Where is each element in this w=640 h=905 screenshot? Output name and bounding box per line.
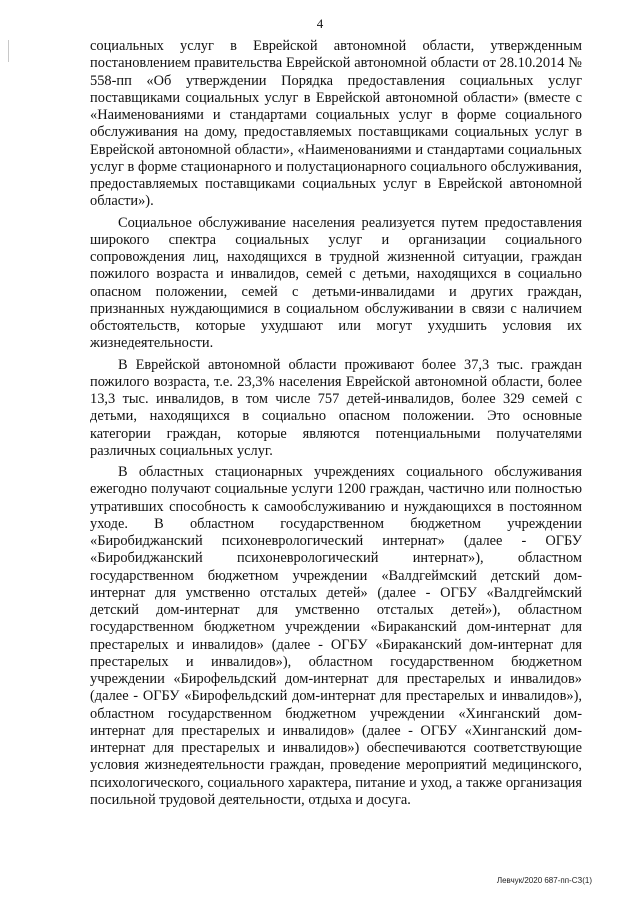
document-body: [90, 38, 582, 813]
paragraph-continuation: социальных услуг в Еврейской автономной области, утвержденным постановлением правительства Еврейской автономной области от 28.10.2014 № 558-пп «Об утверждении Порядка предоставления социальных услуг поставщиками социальных услуг в Еврейской автономной области» (вместе с «Наименованиями и стандартами социальных услуг в форме социального обслуживания на дому, предоставляемых поставщиками социальных услуг в Еврейской автономной области», «Наименованиями и стандартами социальных услуг в форме стационарного и полустационарного социального обслуживания, предоставляемых поставщиками социальных услуг в Еврейской автономной области»).: [90, 38, 582, 210]
paragraph-population-stats: В Еврейской автономной области проживают более 37,3 тыс. граждан пожилого возраста, т.е. 23,3% населения Еврейской автономной области, более 13,3 тыс. инвалидов, в том числе 757 детей-инвалидов, более 329 семей с детьми, находящихся в социально опасном положении. Это основные категории граждан, которые являются потенциальными получателями различных социальных услуг.: [90, 356, 582, 459]
paragraph-institutions: В областных стационарных учреждениях социального обслуживания ежегодно получают социальные услуги 1200 граждан, частично или полностью утративших способность к самообслуживанию и нуждающихся в постоянном уходе. В областном государственном бюджетном учреждении «Биробиджанский психоневрологический интернат» (далее - ОГБУ «Биробиджанский психоневрологический интернат»), областном государственном бюджетном учреждении «Валдгеймский детский дом-интернат для умственно отсталых детей» (далее - ОГБУ «Валдгеймский детский дом-интернат для умственно отсталых детей»), областном государственном бюджетном учреждении «Бираканский дом-интернат для престарелых и инвалидов» (далее - ОГБУ «Бираканский дом-интернат для престарелых и инвалидов»), областном государственном бюджетном учреждении «Бирофельдский дом-интернат для престарелых и инвалидов» (далее - ОГБУ «Бирофельдский дом-интернат для престарелых и инвалидов»), областном государственном бюджетном учреждении «Хинганский дом-интернат для престарелых и инвалидов» (далее - ОГБУ «Хинганский дом-интернат для престарелых и инвалидов») обеспечиваются соответствующие условия жизнедеятельности граждан, проведение мероприятий медицинского, психологического, социального характера, питание и уход, а также организация посильной трудовой деятельности, отдыха и досуга.: [90, 464, 582, 808]
page-number: 4: [316, 16, 324, 31]
document-footer-code: Левчук/2020 687-пп-СЗ(1): [496, 876, 592, 885]
scan-margin-mark: [8, 40, 9, 62]
paragraph-social-service: Социальное обслуживание населения реализуется путем предоставления широкого спектра социальных услуг и организации социального сопровождения лиц, находящихся в трудной жизненной ситуации, граждан пожилого возраста и инвалидов, семей с детьми, находящихся в социально опасном положении, семей с детьми-инвалидами и других граждан, признанных нуждающимися в социальном обслуживании в связи с наличием обстоятельств, которые ухудшают или могут ухудшить условия их жизнедеятельности.: [90, 214, 582, 352]
